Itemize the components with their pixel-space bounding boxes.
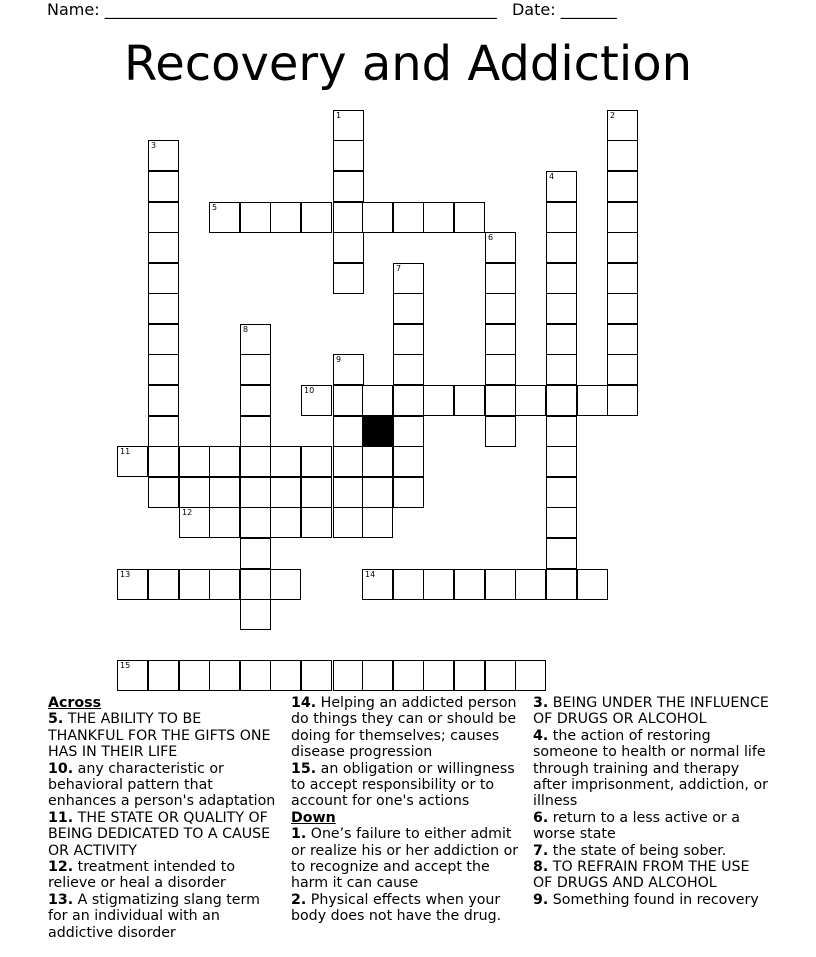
crossword-cell[interactable] [546,569,577,600]
crossword-cell[interactable] [362,660,393,691]
crossword-cell[interactable] [117,446,148,477]
crossword-cell[interactable] [333,110,364,141]
crossword-cell[interactable] [393,416,424,447]
crossword-cell[interactable] [454,569,485,600]
crossword-cell[interactable] [301,477,332,508]
crossword-cell[interactable] [546,477,577,508]
clue-item [48,761,280,810]
crossword-cell[interactable] [393,324,424,355]
crossword-cell[interactable] [546,202,577,233]
clue-item-text: an obligation or willingness to accept responsibility or to account for one's actions [291,760,515,810]
clue-item [533,810,773,843]
crossword-cell[interactable] [270,446,301,477]
crossword-cell[interactable] [240,599,271,630]
date-label: Date: [511,0,556,19]
clues-column-2 [291,695,523,925]
clue-item-number: 11. [48,809,74,826]
crossword-cell[interactable] [240,416,271,447]
crossword-cell[interactable] [240,660,271,691]
crossword-cell[interactable] [148,354,179,385]
crossword-cell[interactable] [423,385,454,416]
clue-item-number: 1. [291,826,307,843]
crossword-cell[interactable] [423,660,454,691]
crossword-cell[interactable] [148,385,179,416]
clue-item [291,826,523,892]
date-field-line[interactable]: _______ [560,0,617,19]
crossword-cell[interactable] [485,569,516,600]
name-label: Name: [47,0,100,19]
clue-item-number: 8. [533,859,549,876]
crossword-cell[interactable] [546,324,577,355]
clue-item [291,761,523,810]
clue-item-text: One’s failure to either admit or realize his or her addiction or to recognize and accept the harm it can cause [291,826,519,892]
crossword-cell[interactable] [333,140,364,171]
crossword-cell[interactable] [148,569,179,600]
crossword-cell[interactable] [179,660,210,691]
crossword-cell[interactable] [577,385,608,416]
clue-number: 11 [120,447,131,456]
crossword-cell[interactable] [546,538,577,569]
crossword-cell[interactable] [362,446,393,477]
crossword-cell[interactable] [607,293,638,324]
crossword-cell[interactable] [148,140,179,171]
crossword-cell[interactable] [240,446,271,477]
crossword-cell[interactable] [546,416,577,447]
crossword-cell[interactable] [515,660,546,691]
crossword-cell[interactable] [546,507,577,538]
crossword-cell[interactable] [485,385,516,416]
crossword-cell[interactable] [393,263,424,294]
crossword-cell[interactable] [577,569,608,600]
crossword-cell[interactable] [301,202,332,233]
down-heading: Down [291,809,336,826]
clue-item [48,892,280,941]
crossword-cell[interactable] [485,232,516,263]
crossword-cell[interactable] [362,477,393,508]
crossword-cell[interactable] [393,660,424,691]
crossword-cell[interactable] [485,293,516,324]
crossword-cell[interactable] [454,660,485,691]
crossword-cell[interactable] [240,507,271,538]
crossword-cell[interactable] [546,171,577,202]
clue-number: 5 [212,203,218,212]
crossword-cell[interactable] [333,232,364,263]
crossword-cell[interactable] [270,202,301,233]
clue-item-number: 3. [533,695,549,711]
clue-item [533,892,773,908]
clue-item-number: 2. [291,891,307,908]
crossword-cell[interactable] [117,660,148,691]
crossword-cell[interactable] [546,354,577,385]
crossword-cell[interactable] [607,202,638,233]
crossword-cell[interactable] [454,385,485,416]
across-heading: Across [48,695,102,711]
crossword-cell[interactable] [179,569,210,600]
crossword-cell[interactable] [148,324,179,355]
crossword-cell[interactable] [240,354,271,385]
clue-number: 14 [365,570,376,579]
clue-item-number: 5. [48,711,64,728]
clue-item-number: 12. [48,859,74,876]
crossword-cell[interactable] [301,385,332,416]
crossword-cell[interactable] [607,324,638,355]
name-field-line[interactable]: _________________________________________________ [104,0,497,19]
crossword-cell[interactable] [301,446,332,477]
down-clues-list [291,826,523,924]
crossword-cell[interactable] [333,446,364,477]
crossword-cell[interactable] [546,385,577,416]
crossword-cell[interactable] [333,263,364,294]
crossword-cell[interactable] [240,569,271,600]
crossword-cell[interactable] [423,202,454,233]
across-clues-list-continued [291,695,523,810]
clue-item-text: THE STATE OR QUALITY OF BEING DEDICATED TO A CAUSE OR ACTIVITY [48,809,271,859]
crossword-cell[interactable] [515,569,546,600]
clue-item-text: any characteristic or behavioral pattern that enhances a person's adaptation [48,760,276,810]
crossword-black-cell [362,416,393,447]
clue-item [291,892,523,925]
crossword-cell[interactable] [393,202,424,233]
clue-item-number: 14. [291,695,317,711]
crossword-cell[interactable] [607,171,638,202]
clue-item-number: 7. [533,842,549,859]
crossword-cell[interactable] [148,232,179,263]
crossword-cell[interactable] [607,140,638,171]
crossword-cell[interactable] [362,385,393,416]
crossword-cell[interactable] [209,660,240,691]
crossword-cell[interactable] [179,446,210,477]
crossword-cell[interactable] [515,385,546,416]
crossword-cell[interactable] [117,569,148,600]
clue-number: 12 [182,508,193,517]
crossword-cell[interactable] [209,569,240,600]
crossword-cell[interactable] [179,477,210,508]
clue-item-text: Physical effects when your body does not have the drug. [291,891,502,925]
crossword-cell[interactable] [209,202,240,233]
crossword-cell[interactable] [546,446,577,477]
crossword-cell[interactable] [333,477,364,508]
clue-item-text: THE ABILITY TO BE THANKFUL FOR THE GIFTS ONE HAS IN THEIR LIFE [48,711,271,761]
crossword-cell[interactable] [148,202,179,233]
crossword-cell[interactable] [607,110,638,141]
crossword-cell[interactable] [240,202,271,233]
clue-item-number: 6. [533,809,549,826]
clue-number: 1 [336,111,342,120]
crossword-cell[interactable] [393,293,424,324]
crossword-cell[interactable] [148,446,179,477]
across-clues-list [48,711,280,941]
clues-column-3 [533,695,773,908]
clue-item-text: TO REFRAIN FROM THE USE OF DRUGS AND ALCOHOL [533,859,750,892]
crossword-cell[interactable] [393,354,424,385]
clue-item [533,728,773,810]
crossword-cell[interactable] [270,660,301,691]
crossword-cell[interactable] [209,446,240,477]
crossword-cell[interactable] [148,660,179,691]
clue-item-text: treatment intended to relieve or heal a disorder [48,859,236,892]
crossword-cell[interactable] [362,202,393,233]
clue-item-number: 15. [291,760,317,777]
crossword-cell[interactable] [607,385,638,416]
crossword-cell[interactable] [546,232,577,263]
clue-item [48,859,280,892]
clue-item-text: A stigmatizing slang term for an individual with an addictive disorder [48,891,260,941]
crossword-cell[interactable] [454,202,485,233]
clue-item-number: 4. [533,727,549,744]
clue-item-number: 9. [533,891,549,908]
clue-number: 6 [488,233,494,242]
clue-number: 9 [336,355,342,364]
crossword-cell[interactable] [209,507,240,538]
clue-item [533,695,773,728]
clue-item-text: Something found in recovery [548,891,759,908]
clue-item-text: Helping an addicted person do things they can or should be doing for themselves; causes disease progression [291,695,517,761]
crossword-cell[interactable] [485,660,516,691]
clue-number: 3 [151,141,157,150]
crossword-cell[interactable] [301,660,332,691]
clue-number: 8 [243,325,249,334]
crossword-cell[interactable] [148,477,179,508]
crossword-cell[interactable] [333,171,364,202]
clue-item-number: 10. [48,760,74,777]
down-clues-list-continued [533,695,773,908]
clue-number: 7 [396,264,402,273]
crossword-cell[interactable] [270,507,301,538]
crossword-cell[interactable] [362,507,393,538]
clue-number: 2 [610,111,616,120]
crossword-cell[interactable] [148,293,179,324]
clue-item [48,810,280,859]
crossword-cell[interactable] [607,263,638,294]
crossword-cell[interactable] [209,477,240,508]
crossword-cell[interactable] [485,416,516,447]
crossword-cell[interactable] [333,416,364,447]
crossword-cell[interactable] [607,232,638,263]
crossword-cell[interactable] [240,477,271,508]
crossword-cell[interactable] [423,569,454,600]
clue-item-text: the state of being sober. [548,842,727,859]
crossword-cell[interactable] [179,507,210,538]
clue-number: 4 [549,172,555,181]
crossword-cell[interactable] [485,324,516,355]
clues-column-1 [48,695,280,941]
crossword-cell[interactable] [393,446,424,477]
clue-item [291,695,523,761]
crossword-cell[interactable] [393,385,424,416]
clue-number: 15 [120,661,131,670]
crossword-cell[interactable] [546,293,577,324]
crossword-cell[interactable] [393,569,424,600]
crossword-cell[interactable] [240,385,271,416]
crossword-cell[interactable] [148,416,179,447]
puzzle-title: Recovery and Addiction [124,36,692,92]
crossword-cell[interactable] [607,354,638,385]
clue-number: 10 [304,386,315,395]
clue-item-text: BEING UNDER THE INFLUENCE OF DRUGS OR ALCOHOL [533,695,769,728]
clue-item-text: the action of restoring someone to health or normal life through training and therapy after imprisonment, addiction, or illness [533,727,768,810]
crossword-cell[interactable] [485,354,516,385]
crossword-cell[interactable] [148,171,179,202]
crossword-cell[interactable] [270,477,301,508]
clue-item [48,711,280,760]
crossword-cell[interactable] [333,507,364,538]
crossword-cell[interactable] [362,569,393,600]
clue-item [533,843,773,859]
clue-number: 13 [120,570,131,579]
crossword-cell[interactable] [148,263,179,294]
crossword-cell[interactable] [546,263,577,294]
clue-item-text: return to a less active or a worse state [533,809,740,843]
crossword-cell[interactable] [240,324,271,355]
crossword-cell[interactable] [270,569,301,600]
clue-item-number: 13. [48,891,74,908]
crossword-cell[interactable] [301,507,332,538]
crossword-cell[interactable] [333,660,364,691]
crossword-cell[interactable] [485,263,516,294]
crossword-cell[interactable] [393,477,424,508]
crossword-cell[interactable] [333,202,364,233]
crossword-cell[interactable] [333,385,364,416]
clue-item [533,859,773,892]
crossword-cell[interactable] [333,354,364,385]
crossword-cell[interactable] [240,538,271,569]
